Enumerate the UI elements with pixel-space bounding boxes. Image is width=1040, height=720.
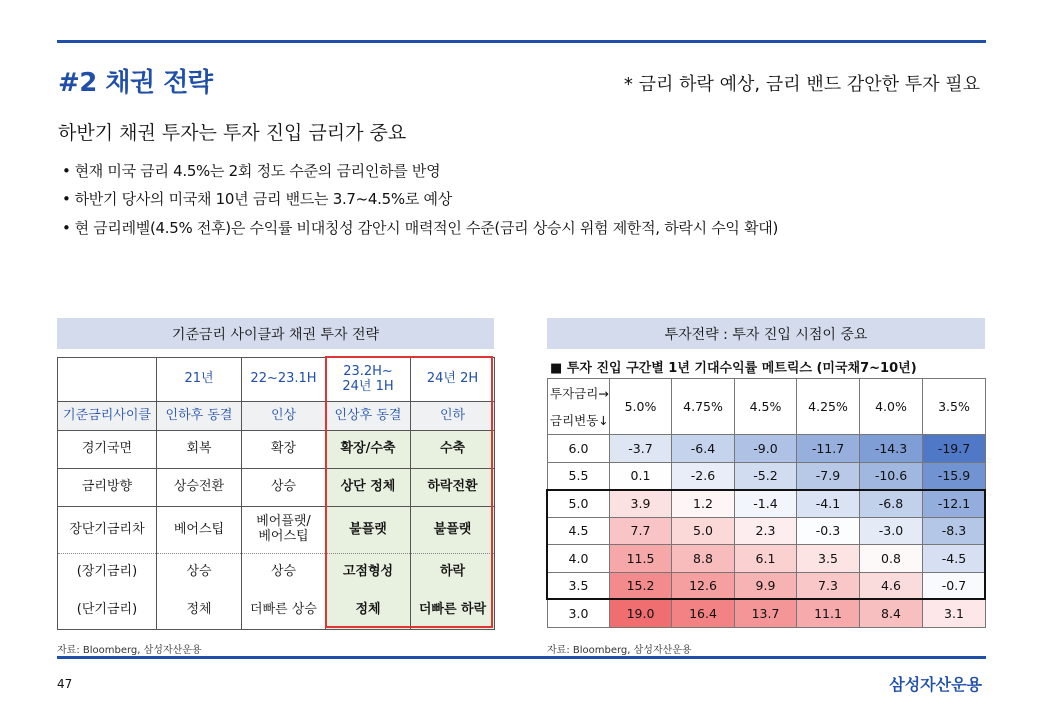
corner-bottom: 금리변동↓ — [548, 407, 610, 435]
table-cell: 고점형성 — [326, 554, 411, 592]
col-header: 4.0% — [860, 379, 923, 435]
bullet-2: • 하반기 당사의 미국채 10년 금리 밴드는 3.7~4.5%로 예상 — [62, 188, 452, 209]
table-cell: 상승 — [242, 554, 326, 592]
left-table-heading: 기준금리 사이클과 채권 투자 전략 — [57, 318, 494, 349]
matrix-row-label: 3.0 — [548, 600, 610, 628]
row-label: 장단기금리차 — [58, 507, 157, 554]
matrix-cell: -8.3 — [923, 517, 986, 545]
table-cell: 하락 — [411, 554, 495, 592]
matrix-row — [548, 572, 986, 600]
matrix-row — [548, 462, 986, 490]
matrix-cell: 7.3 — [797, 572, 860, 600]
table-cell: 불플랫 — [411, 507, 495, 554]
table-cell: 인상 — [242, 402, 326, 431]
matrix-cell: 1.2 — [672, 490, 735, 518]
matrix-row-label: 5.0 — [548, 490, 610, 518]
bullet-1: • 현재 미국 금리 4.5%는 2회 정도 수준의 금리인하를 반영 — [62, 160, 440, 181]
col-header: 5.0% — [610, 379, 672, 435]
matrix-cell: 11.5 — [610, 545, 672, 573]
left-source: 자료: Bloomberg, 삼성자산운용 — [57, 645, 202, 656]
matrix-row-label: 6.0 — [548, 435, 610, 463]
matrix-row — [548, 600, 986, 628]
table-cell: 상승 — [157, 554, 242, 592]
table-cell: 정체 — [157, 592, 242, 630]
table-cell: 확장/수축 — [326, 431, 411, 469]
row-label: (단기금리) — [58, 592, 157, 630]
matrix-cell: -10.6 — [860, 462, 923, 490]
matrix-cell: 9.9 — [735, 572, 797, 600]
bullet-3: • 현 금리레벨(4.5% 전후)은 수익률 비대칭성 감안시 매력적인 수준(금리 상승시 위험 제한적, 하락시 수익 확대) — [62, 217, 778, 238]
matrix-cell: -12.1 — [923, 490, 986, 518]
table-cell: 더빠른 하락 — [411, 592, 495, 630]
matrix-row — [548, 545, 986, 573]
matrix-cell: 3.5 — [797, 545, 860, 573]
matrix-cell: 4.6 — [860, 572, 923, 600]
matrix-cell: -4.1 — [797, 490, 860, 518]
table-cell: 인하 — [411, 402, 495, 431]
matrix-cell: -2.6 — [672, 462, 735, 490]
matrix-cell: 16.4 — [672, 600, 735, 628]
table-row — [58, 507, 495, 554]
col-header: 22~23.1H — [242, 358, 326, 402]
table-cell: 수축 — [411, 431, 495, 469]
table-row — [58, 431, 495, 469]
rate-cycle-table — [57, 357, 495, 630]
company-logo: 삼성자산운용 — [889, 675, 982, 694]
matrix-cell: 15.2 — [610, 572, 672, 600]
page-number: 47 — [57, 677, 73, 691]
col-header-text: 23.2H~ 24년 1H — [342, 363, 394, 394]
return-matrix-table — [547, 378, 986, 628]
col-header: 3.5% — [923, 379, 986, 435]
right-table-heading: 투자전략 : 투자 진입 시점이 중요 — [547, 318, 985, 349]
matrix-cell: -6.8 — [860, 490, 923, 518]
matrix-cell: 0.8 — [860, 545, 923, 573]
col-header: 21년 — [157, 358, 242, 402]
subtitle: 하반기 채권 투자는 투자 진입 금리가 중요 — [58, 122, 407, 144]
table-cell: 베어스팁 — [157, 507, 242, 554]
top-rule — [57, 40, 986, 43]
col-header: 4.25% — [797, 379, 860, 435]
matrix-cell: -9.0 — [735, 435, 797, 463]
table-header-row — [58, 358, 495, 402]
col-header: 4.5% — [735, 379, 797, 435]
matrix-row-label: 4.0 — [548, 545, 610, 573]
matrix-cell: -5.2 — [735, 462, 797, 490]
matrix-cell: 11.1 — [797, 600, 860, 628]
matrix-title: ■ 투자 진입 구간별 1년 기대수익률 메트릭스 (미국채7~10년) — [550, 361, 917, 376]
matrix-cell: -14.3 — [860, 435, 923, 463]
matrix-cell: 5.0 — [672, 517, 735, 545]
header-note: * 금리 하락 예상, 금리 밴드 감안한 투자 필요 — [623, 74, 980, 95]
row-label: 경기국면 — [58, 431, 157, 469]
table-row — [58, 469, 495, 507]
row-label: 금리방향 — [58, 469, 157, 507]
table-corner — [58, 358, 157, 402]
table-cell: 인상후 동결 — [326, 402, 411, 431]
matrix-row — [548, 435, 986, 463]
matrix-cell: -4.5 — [923, 545, 986, 573]
matrix-cell: 8.8 — [672, 545, 735, 573]
table-cell: 상승 — [242, 469, 326, 507]
bottom-rule — [57, 656, 986, 659]
matrix-row — [548, 490, 986, 518]
matrix-cell: 2.3 — [735, 517, 797, 545]
matrix-cell: -11.7 — [797, 435, 860, 463]
matrix-header-row — [548, 379, 986, 407]
matrix-cell: 13.7 — [735, 600, 797, 628]
matrix-cell: 3.9 — [610, 490, 672, 518]
right-source: 자료: Bloomberg, 삼성자산운용 — [547, 645, 692, 656]
matrix-cell: -7.9 — [797, 462, 860, 490]
table-cell — [242, 507, 326, 554]
table-cell: 상단 정체 — [326, 469, 411, 507]
table-cell: 상승전환 — [157, 469, 242, 507]
table-cell: 확장 — [242, 431, 326, 469]
table-cell: 불플랫 — [326, 507, 411, 554]
table-cell: 하락전환 — [411, 469, 495, 507]
matrix-cell: -0.3 — [797, 517, 860, 545]
table-row — [58, 592, 495, 630]
matrix-row — [548, 517, 986, 545]
matrix-cell: -1.4 — [735, 490, 797, 518]
table-cell: 정체 — [326, 592, 411, 630]
matrix-cell: 8.4 — [860, 600, 923, 628]
col-header: 4.75% — [672, 379, 735, 435]
matrix-row-label: 4.5 — [548, 517, 610, 545]
matrix-cell: -3.7 — [610, 435, 672, 463]
matrix-cell: 6.1 — [735, 545, 797, 573]
table-cell: 회복 — [157, 431, 242, 469]
matrix-cell: 7.7 — [610, 517, 672, 545]
row-label: 기준금리사이클 — [58, 402, 157, 431]
matrix-row-label: 5.5 — [548, 462, 610, 490]
cell-text: 베어플랫/ 베어스팁 — [256, 514, 311, 544]
corner-top: 투자금리→ — [548, 379, 610, 407]
matrix-row-label: 3.5 — [548, 572, 610, 600]
matrix-cell: -3.0 — [860, 517, 923, 545]
table-cell: 더빠른 상승 — [242, 592, 326, 630]
matrix-cell: 0.1 — [610, 462, 672, 490]
table-row — [58, 402, 495, 431]
matrix-cell: -6.4 — [672, 435, 735, 463]
col-header: 24년 2H — [411, 358, 495, 402]
matrix-cell: 19.0 — [610, 600, 672, 628]
matrix-cell: -0.7 — [923, 572, 986, 600]
row-label: (장기금리) — [58, 554, 157, 592]
matrix-cell: 12.6 — [672, 572, 735, 600]
matrix-cell: -19.7 — [923, 435, 986, 463]
page-title: #2 채권 전략 — [58, 68, 213, 98]
table-cell: 인하후 동결 — [157, 402, 242, 431]
table-row — [58, 554, 495, 592]
matrix-cell: 3.1 — [923, 600, 986, 628]
matrix-cell: -15.9 — [923, 462, 986, 490]
col-header — [326, 358, 411, 402]
